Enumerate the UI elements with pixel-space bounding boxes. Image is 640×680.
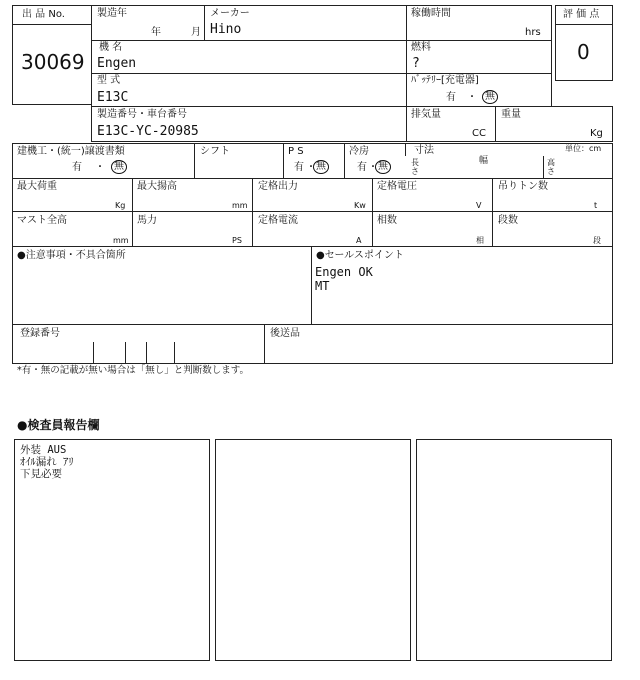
model-cell bbox=[91, 40, 407, 74]
ps-yes: 有 bbox=[294, 162, 304, 173]
sales-point-line-1: Engen OK bbox=[315, 265, 373, 279]
registration-label: 登録番号 bbox=[20, 328, 60, 339]
inspector-note-line-3: 下見必要 bbox=[20, 468, 62, 480]
dimensions-unit-note: 単位：cm bbox=[565, 144, 602, 153]
steps-label: 段数 bbox=[498, 215, 518, 226]
battery-no-circle: 無 bbox=[482, 90, 498, 104]
month-unit: 月 bbox=[191, 27, 201, 38]
max-lift-unit: mm bbox=[232, 201, 248, 210]
serial-label: 製造番号・車台番号 bbox=[97, 109, 187, 120]
shift-label: シフト bbox=[200, 146, 230, 157]
transfer-yes: 有 bbox=[72, 162, 82, 173]
lift-ton-unit: t bbox=[594, 201, 598, 210]
displacement-label: 排気量 bbox=[411, 109, 441, 120]
rated-voltage-label: 定格電圧 bbox=[377, 181, 417, 192]
type-value: E13C bbox=[97, 90, 129, 105]
rated-output-label: 定格出力 bbox=[258, 181, 298, 192]
ac-dot: ・ bbox=[368, 162, 378, 173]
mast-height-label: マスト全高 bbox=[17, 215, 67, 226]
ac-no bbox=[375, 160, 391, 174]
fuel-label: 燃料 bbox=[411, 42, 431, 53]
shipping-items-label: 後送品 bbox=[270, 328, 300, 339]
rating-label: 評 価 点 bbox=[563, 9, 600, 20]
battery-no bbox=[482, 90, 498, 104]
type-cell bbox=[91, 73, 407, 107]
rated-voltage-unit: V bbox=[476, 201, 482, 210]
rating-value: 0 bbox=[577, 40, 590, 64]
horsepower-unit: PS bbox=[232, 236, 242, 245]
maker-label: メーカー bbox=[210, 8, 250, 19]
battery-yes: 有 bbox=[446, 92, 456, 103]
max-lift-label: 最大揚高 bbox=[137, 181, 177, 192]
ac-label: 冷房 bbox=[349, 146, 369, 157]
year-label: 製造年 bbox=[97, 8, 127, 19]
transfer-docs-label: 建機工・(統一)譲渡書類 bbox=[17, 146, 125, 157]
ps-no-circle: 無 bbox=[313, 160, 329, 174]
inspector-report-box-3 bbox=[416, 439, 612, 661]
phase-unit: 相 bbox=[476, 236, 484, 245]
lot-number: 30069 bbox=[21, 50, 85, 74]
mast-height-unit: mm bbox=[113, 236, 129, 245]
model-value: Engen bbox=[97, 56, 137, 71]
registration-digit-box-3 bbox=[146, 342, 147, 364]
registration-digit-box-1 bbox=[93, 342, 94, 364]
registration-digit-box-2 bbox=[125, 342, 126, 364]
battery-label: ﾊﾞｯﾃﾘｰ[充電器] bbox=[411, 75, 479, 86]
maker-value: Hino bbox=[210, 22, 242, 37]
shipping-items-cell bbox=[264, 324, 613, 364]
year-unit: 年 bbox=[151, 27, 161, 38]
ac-yes: 有 bbox=[357, 162, 367, 173]
lift-ton-label: 吊りトン数 bbox=[498, 181, 548, 192]
fuel-value: ? bbox=[412, 56, 420, 71]
steps-unit: 段 bbox=[593, 236, 601, 245]
transfer-no-circle: 無 bbox=[111, 160, 127, 174]
registration-digit-box-4 bbox=[174, 342, 175, 364]
ps-dot: ・ bbox=[306, 162, 316, 173]
ac-no-circle: 無 bbox=[375, 160, 391, 174]
horsepower-label: 馬力 bbox=[137, 215, 157, 226]
ps-label: P S bbox=[288, 146, 304, 157]
footnote: *有・無の記載が無い場合は「無し」と判断数します。 bbox=[17, 365, 249, 376]
rated-current-unit: A bbox=[356, 236, 362, 245]
battery-dot: ・ bbox=[467, 92, 477, 103]
serial-value: E13C-YC-20985 bbox=[97, 124, 199, 139]
inspector-note-line-1: 外装 AUS bbox=[20, 444, 67, 456]
model-label: 機 名 bbox=[99, 42, 123, 53]
inspector-report-box-2 bbox=[215, 439, 411, 661]
transfer-no bbox=[111, 160, 127, 174]
max-load-unit: Kg bbox=[115, 201, 126, 210]
sales-point-line-2: MT bbox=[315, 279, 330, 293]
ps-no bbox=[313, 160, 329, 174]
length-label: 長 さ bbox=[411, 158, 419, 176]
rated-output-unit: Kw bbox=[354, 201, 366, 210]
dimensions-label: 寸法 bbox=[414, 145, 434, 156]
hours-label: 稼働時間 bbox=[411, 8, 451, 19]
weight-label: 重量 bbox=[501, 109, 521, 120]
phase-label: 相数 bbox=[377, 215, 397, 226]
transfer-dot: ・ bbox=[95, 162, 105, 173]
type-label: 型 式 bbox=[97, 75, 121, 86]
weight-unit: Kg bbox=[590, 128, 603, 139]
rated-current-label: 定格電流 bbox=[258, 215, 298, 226]
displacement-unit: CC bbox=[472, 128, 486, 139]
lot-number-label: 出 品 No. bbox=[22, 9, 65, 20]
sales-points-label: ●セールスポイント bbox=[316, 250, 404, 261]
width-label: 幅 bbox=[479, 156, 489, 166]
inspector-note-line-2: ｵｲﾙ漏れ ｱﾘ bbox=[20, 456, 74, 468]
inspector-report-title: ●検査員報告欄 bbox=[17, 418, 100, 432]
max-load-label: 最大荷重 bbox=[17, 181, 57, 192]
height-label: 高 さ bbox=[547, 158, 555, 176]
hours-unit: hrs bbox=[525, 27, 541, 38]
defects-label: ●注意事項・不具合箇所 bbox=[17, 250, 126, 261]
